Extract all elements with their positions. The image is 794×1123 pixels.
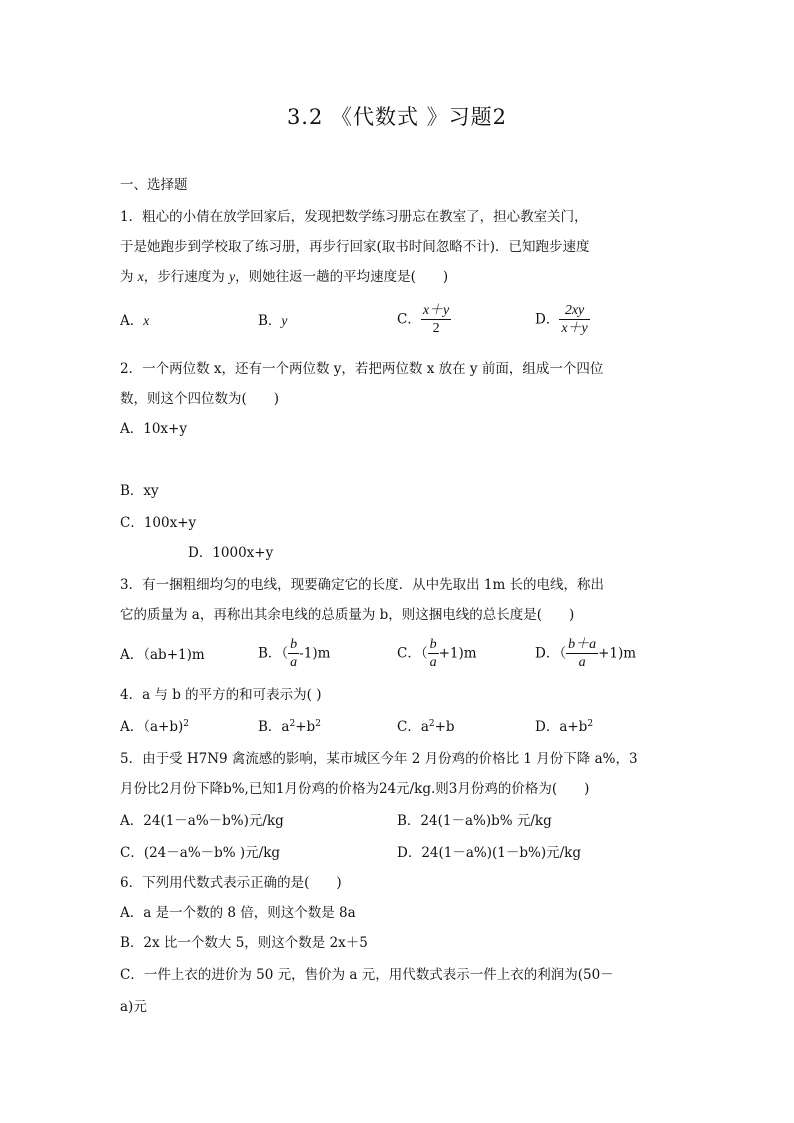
q2-option-a: A．10x+y xyxy=(120,421,187,437)
q5-option-a: A．24(1－a%－b%)元/kg xyxy=(120,813,284,829)
q4-stem: 4．a 与 b 的平方的和可表示为( ) xyxy=(120,687,322,703)
q1-stem-line1: 1．粗心的小倩在放学回家后，发现把数学练习册忘在教室了，担心教室关门， xyxy=(120,209,588,225)
fraction: $\frac{b+a}{a}$ xyxy=(568,637,597,670)
fraction: $\frac{x+y}{2}$ xyxy=(422,303,450,336)
q3-stem-line2: 它的质量为 a，再称出其余电线的总质量为 b，则这捆电线的总长度是( ) xyxy=(120,607,575,623)
q3-option-c: C．（ $\frac{b}{a}$ +1)m xyxy=(397,637,477,670)
q6-stem: 6．下列用代数式表示正确的是( ) xyxy=(120,875,342,891)
q1-stem-line2: 于是她跑步到学校取了练习册，再步行回家(取书时间忽略不计)．已知跑步速度 xyxy=(120,239,590,255)
q2-stem-line2: 数，则这个四位数为( ) xyxy=(120,391,280,407)
q6-option-a: A．a 是一个数的 8 倍，则这个数是 8a xyxy=(120,905,356,921)
q2-option-c: C．100x+y xyxy=(120,515,197,531)
fraction: $\frac{b}{a}$ xyxy=(429,637,437,670)
q5-option-d: D．24(1－a%)(1－b%)元/kg xyxy=(397,845,581,861)
q6-option-c-line1: C．一件上衣的进价为 50 元，售价为 a 元，用代数式表示一件上衣的利润为(50－ xyxy=(120,967,614,983)
fraction: $\frac{b}{a}$ xyxy=(290,637,298,670)
q5-option-c: C．(24－a%－b% )元/kg xyxy=(120,845,281,861)
q6-option-b: B．2x 比一个数大 5，则这个数是 2x＋5 xyxy=(120,935,368,951)
q5-option-b: B．24(1－a%)b% 元/kg xyxy=(397,813,552,829)
q6-option-c-line2: a)元 xyxy=(120,999,147,1015)
q3-option-d: D．（ $\frac{b+a}{a}$ +1)m xyxy=(535,637,637,670)
q1-option-b: B．y xyxy=(258,313,288,329)
q4-option-c: C．$a^2+b$ xyxy=(397,719,455,735)
section-heading: 一、选择题 xyxy=(120,177,188,193)
q1-stem-line3: 为 x，步行速度为 y，则她往返一趟的平均速度是( ) xyxy=(120,269,449,285)
q2-stem-line1: 2．一个两位数 x，还有一个两位数 y，若把两位数 x 放在 y 前面，组成一个四位 xyxy=(120,361,604,377)
q3-option-a: A．（ab+1)m xyxy=(120,647,205,663)
q5-stem-line1: 5．由于受 H7N9 禽流感的影响，某市城区今年 2 月份鸡的价格比 1 月份下降 a%，3 xyxy=(120,751,638,767)
q1-option-a: A．x xyxy=(120,313,150,329)
fraction: $\frac{2xy}{x+y}$ xyxy=(561,303,588,336)
q3-stem-line1: 3．有一捆粗细均匀的电线，现要确定它的长度．从中先取出 1m 长的电线，称出 xyxy=(120,577,605,593)
page-title: 3.2 《代数式 》习题2 xyxy=(286,105,508,129)
q4-option-a: A．（a+b)$^2$ xyxy=(120,719,190,735)
q5-stem-line2: 月份比2月份下降b%,已知1月份鸡的价格为24元/kg.则3月份鸡的价格为( ) xyxy=(120,781,590,797)
q4-option-d: D．$a+b^2$ xyxy=(535,719,594,735)
q4-option-b: B．$a^2+b^2$ xyxy=(258,719,321,735)
q3-option-b: B．（ $\frac{b}{a}$ -1)m xyxy=(258,637,331,670)
q1-option-c: C． $\frac{x+y}{2}$ xyxy=(397,303,450,336)
q2-option-d: D．1000x+y xyxy=(188,545,274,561)
q1-option-d: D． $\frac{2xy}{x+y}$ xyxy=(535,303,588,336)
q2-option-b: B．xy xyxy=(120,483,159,499)
